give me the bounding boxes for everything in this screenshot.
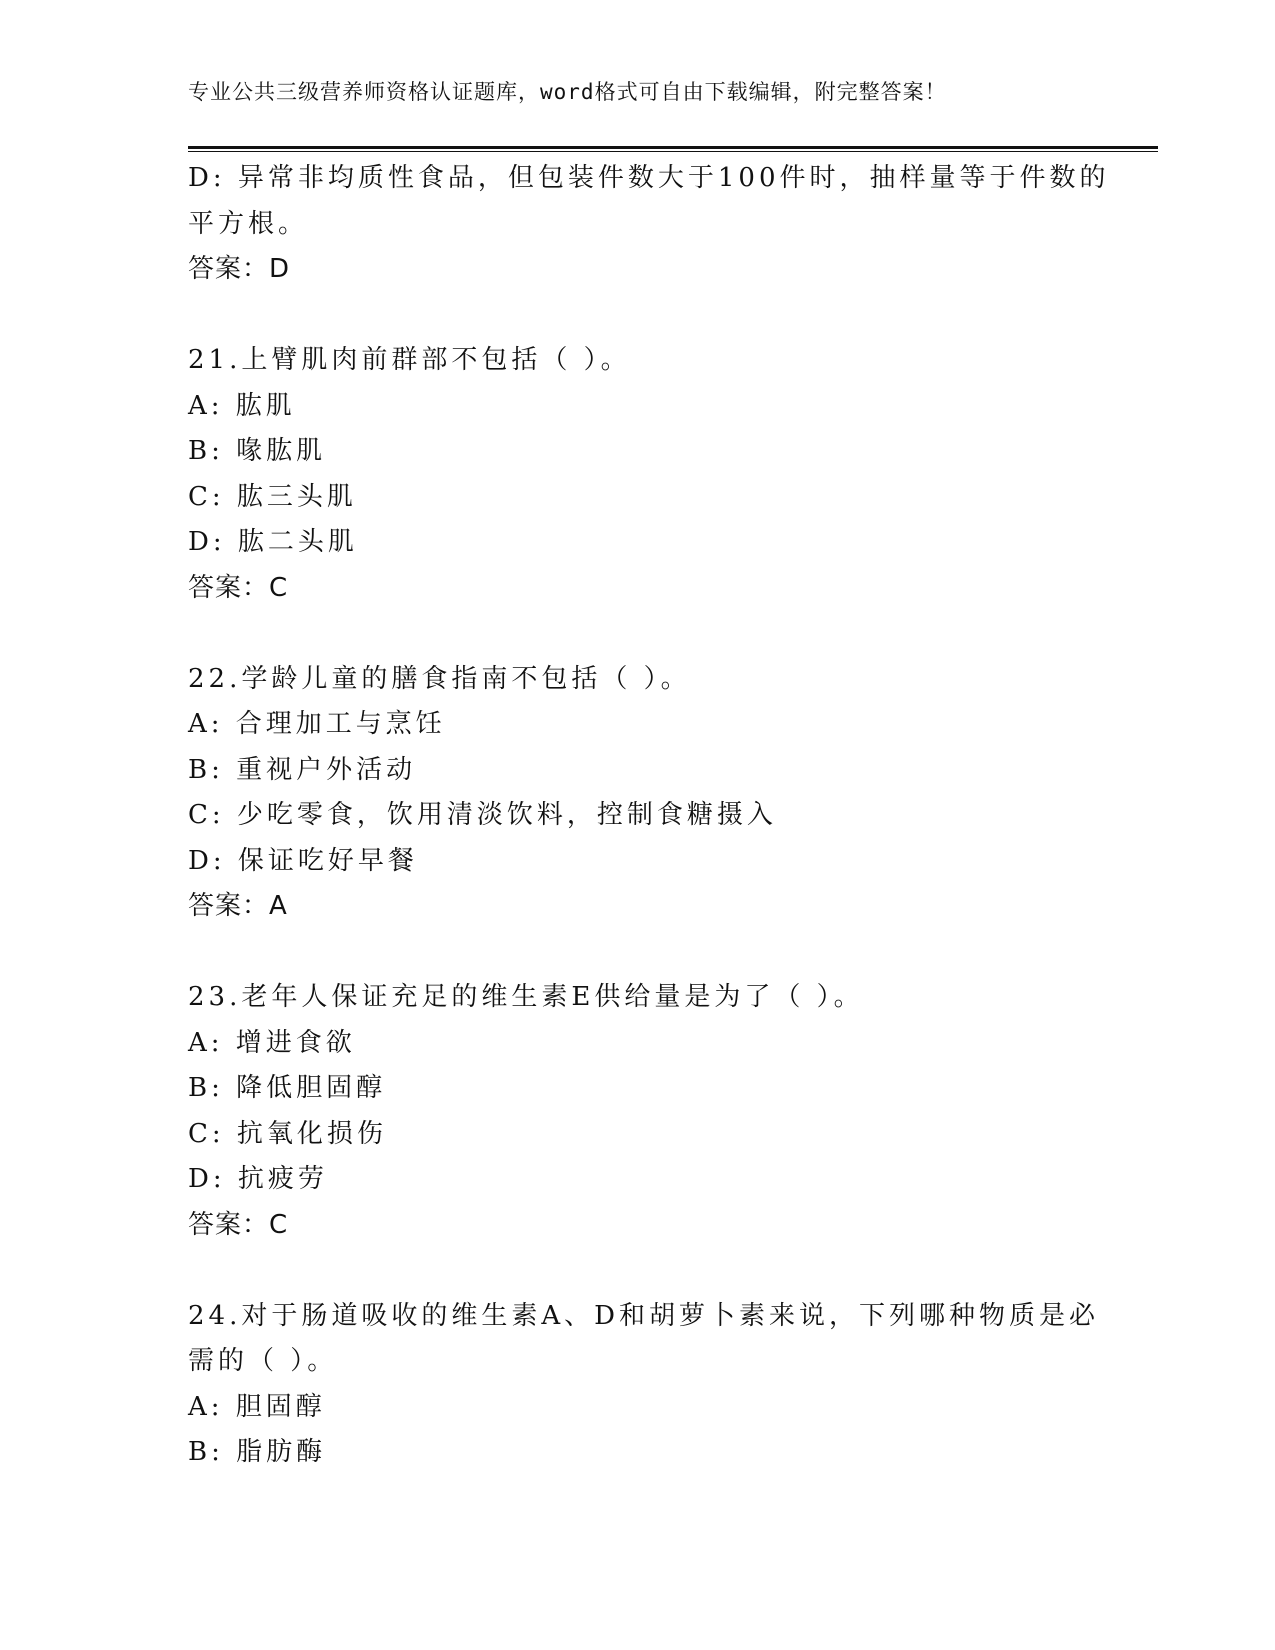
question-23-option-d: D: 抗疲劳 bbox=[188, 1164, 328, 1194]
question-22-option-a: A: 合理加工与烹饪 bbox=[188, 709, 446, 739]
question-21-option-b: B: 喙肱肌 bbox=[188, 436, 327, 466]
question-24-option-b: B: 脂肪酶 bbox=[188, 1437, 327, 1467]
spacer bbox=[188, 1248, 1088, 1294]
question-22-option-c: C: 少吃零食，饮用清淡饮料，控制食糖摄入 bbox=[188, 800, 777, 830]
question-22-option-d: D: 保证吃好早餐 bbox=[188, 845, 418, 876]
prev-option-d-line1: D: 异常非均质性食品，但包装件数大于100件时，抽样量等于件数的 bbox=[188, 163, 1110, 193]
question-23-option-c: C: 抗氧化损伤 bbox=[188, 1118, 387, 1149]
spacer bbox=[188, 293, 1088, 339]
question-24-stem-line2: 需的（ ）。 bbox=[188, 1346, 338, 1376]
prev-answer: 答案：D bbox=[188, 254, 291, 284]
question-21-option-d: D: 肱二头肌 bbox=[188, 527, 358, 557]
question-24-stem-line1: 24.对于肠道吸收的维生素A、D和胡萝卜素来说，下列哪种物质是必 bbox=[188, 1300, 1099, 1331]
spacer bbox=[188, 611, 1088, 657]
question-21-option-a: A: 肱肌 bbox=[188, 390, 296, 421]
question-24-option-a: A: 胆固醇 bbox=[188, 1391, 326, 1422]
spacer bbox=[188, 930, 1088, 976]
prev-option-d-line2: 平方根。 bbox=[188, 208, 309, 239]
question-22-answer: 答案：A bbox=[188, 891, 288, 921]
question-23-option-a: A: 增进食欲 bbox=[188, 1027, 356, 1058]
question-22-stem: 22.学龄儿童的膳食指南不包括（ ）。 bbox=[188, 663, 691, 694]
question-23-answer: 答案：C bbox=[188, 1209, 289, 1240]
page-header: 专业公共三级营养师资格认证题库，word格式可自由下载编辑，附完整答案！ bbox=[188, 80, 947, 104]
header-rule-thin bbox=[188, 151, 1158, 152]
question-23-stem: 23.老年人保证充足的维生素E供给量是为了（ ）。 bbox=[188, 982, 864, 1012]
question-content bbox=[188, 156, 1110, 1476]
question-21-answer: 答案：C bbox=[188, 572, 289, 603]
question-21-option-c: C: 肱三头肌 bbox=[188, 481, 357, 512]
header-rule-thick bbox=[188, 146, 1158, 149]
question-23-option-b: B: 降低胆固醇 bbox=[188, 1073, 387, 1103]
question-22-option-b: B: 重视户外活动 bbox=[188, 754, 417, 785]
question-21-stem: 21.上臂肌肉前群部不包括（ ）。 bbox=[188, 345, 631, 375]
